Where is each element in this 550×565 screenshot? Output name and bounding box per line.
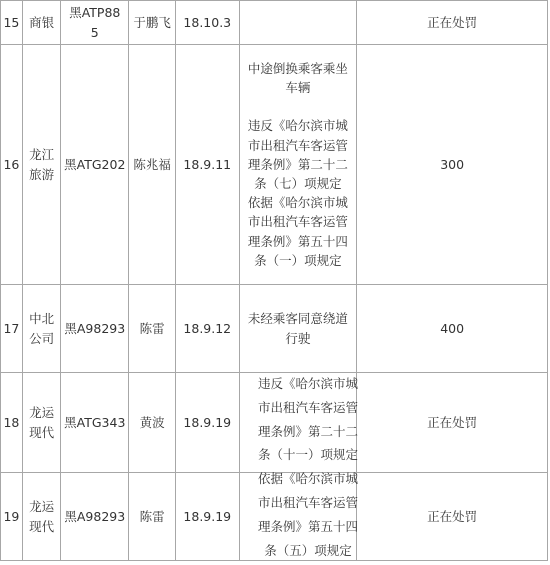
company-line: 现代 [29, 424, 55, 440]
reason-line: 车辆 [285, 80, 311, 96]
reason-line: 市出租汽车客运管 [257, 494, 358, 510]
company-line: 商银 [29, 14, 55, 30]
result-cell: 正在处罚 [357, 473, 548, 561]
driver-cell: 黄波 [129, 373, 176, 473]
row-number: 15 [1, 1, 23, 45]
row-number: 18 [1, 373, 23, 473]
row-number: 19 [1, 473, 23, 561]
company-cell [22, 373, 61, 473]
date-cell: 18.10.3 [176, 1, 240, 45]
reason-cell [239, 285, 357, 373]
reason-line: 行驶 [285, 330, 311, 346]
date-cell: 18.9.12 [176, 285, 240, 373]
company-line: 龙江 [29, 147, 55, 163]
reason-line: 市出租汽车客运管 [247, 137, 348, 153]
reason-line [240, 97, 357, 116]
reason-line: 未经乘客同意绕道 [247, 311, 348, 327]
result-cell: 正在处罚 [357, 373, 548, 473]
reason-line: 市出租汽车客运管 [247, 214, 348, 230]
date-cell: 18.9.11 [176, 45, 240, 285]
reason-line: 违反《哈尔滨市城 [257, 376, 358, 391]
plate-cell: 黑A98293 [61, 285, 129, 373]
reason-line: 依据《哈尔滨市城 [247, 195, 348, 211]
company-cell [22, 285, 61, 373]
driver-cell: 陈雷 [129, 285, 176, 373]
reason-line: 条（七）项规定 [254, 176, 342, 191]
shared-reason-text [252, 372, 364, 562]
driver-cell: 陈兆福 [129, 45, 176, 285]
plate-cell: 黑ATG202 [61, 45, 129, 285]
reason-line: 理条例》第二十二 [247, 156, 348, 172]
company-line: 龙运 [29, 405, 55, 421]
company-cell [22, 473, 61, 561]
reason-cell [239, 1, 357, 45]
reason-line: 条（五）项规定 [264, 542, 352, 558]
reason-line: 理条例》第五十四 [247, 233, 348, 249]
plate-cell: 黑ATG343 [61, 373, 129, 473]
company-line: 中北 [29, 311, 55, 327]
reason-cell [239, 45, 357, 285]
reason-line: 理条例》第二十二 [257, 423, 358, 439]
plate-line: 黑ATP88 [69, 5, 121, 21]
plate-line: 5 [90, 24, 99, 40]
reason-line: 市出租汽车客运管 [257, 399, 358, 415]
result-cell: 正在处罚 [357, 1, 548, 45]
table-row [1, 45, 548, 285]
reason-line: 依据《哈尔滨市城 [257, 471, 358, 487]
table-row [1, 1, 548, 45]
table-row [1, 285, 548, 373]
company-line: 龙运 [29, 499, 55, 515]
company-line: 旅游 [29, 166, 55, 182]
plate-cell [61, 1, 129, 45]
reason-line: 条（十一）项规定 [257, 447, 358, 463]
reason-line: 违反《哈尔滨市城 [247, 118, 348, 134]
row-number: 16 [1, 45, 23, 285]
date-cell: 18.9.19 [176, 373, 240, 473]
result-cell: 300 [357, 45, 548, 285]
company-cell [22, 45, 61, 285]
reason-line: 理条例》第五十四 [257, 518, 358, 534]
result-cell: 400 [357, 285, 548, 373]
reason-line: 中途倒换乘客乘坐 [247, 60, 348, 76]
date-cell: 18.9.19 [176, 473, 240, 561]
driver-cell: 于鹏飞 [129, 1, 176, 45]
company-cell [22, 1, 61, 45]
company-line: 现代 [29, 518, 55, 534]
reason-line: 条（一）项规定 [254, 252, 342, 268]
row-number: 17 [1, 285, 23, 373]
plate-cell: 黑A98293 [61, 473, 129, 561]
driver-cell: 陈雷 [129, 473, 176, 561]
company-line: 公司 [29, 330, 55, 346]
